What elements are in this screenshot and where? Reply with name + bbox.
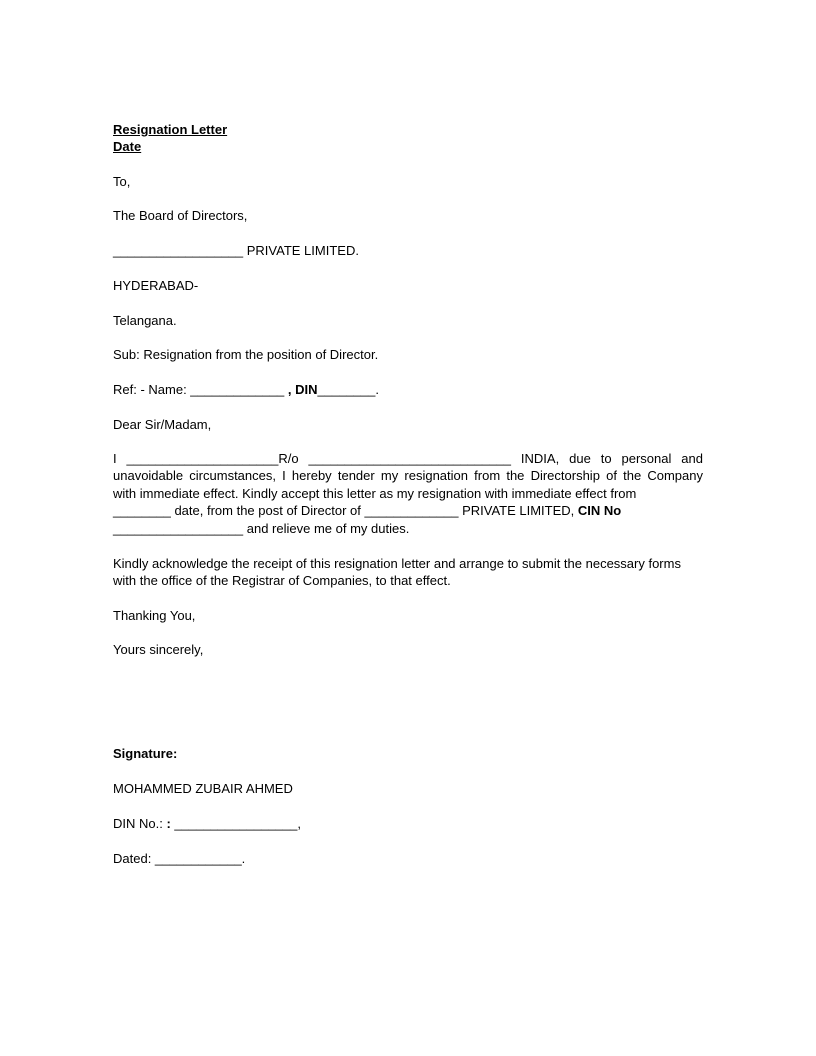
body1-line4 [113, 502, 703, 519]
dated-label: Dated: [113, 851, 155, 866]
body2-line1: Kindly acknowledge the receipt of this resignation letter and arrange to submit the necessary forms [113, 556, 681, 571]
body-paragraph-2 [113, 555, 703, 590]
signature-label: Signature: [113, 746, 178, 761]
state-line: Telangana. [113, 313, 177, 328]
subject-line: Sub: Resignation from the position of Director. [113, 347, 379, 362]
body1-line5: __________________ and relieve me of my duties. [113, 520, 410, 536]
ref-prefix: Ref: - Name: _____________ [113, 382, 288, 397]
ref-din-label: , DIN [287, 382, 318, 397]
din-line [113, 815, 301, 832]
letter-heading: Resignation Letter [113, 122, 228, 137]
din-colon: : [166, 816, 171, 831]
thanks-line: Thanking You, [113, 608, 196, 623]
date-heading: Date [113, 139, 142, 154]
dated-line [113, 850, 245, 867]
dated-blank: ____________. [154, 851, 246, 866]
ref-din-blank: ________. [317, 382, 379, 397]
body1-line1: I _____________________R/o ____________________________ INDIA, due to personal and [113, 451, 703, 466]
signatory-name: MOHAMMED ZUBAIR AHMED [113, 781, 293, 796]
din-blank: _________________, [170, 816, 301, 831]
to-line: To, [113, 174, 131, 189]
din-label: DIN No.: [113, 816, 167, 831]
company-line: __________________ PRIVATE LIMITED. [113, 243, 359, 258]
city-line: HYDERABAD- [113, 278, 199, 293]
body1-line4-text: ________ date, from the post of Director of _____________ PRIVATE LIMITED, [113, 503, 578, 519]
salutation: Dear Sir/Madam, [113, 417, 212, 432]
closing-line: Yours sincerely, [113, 642, 204, 657]
body2-line2: with the office of the Registrar of Companies, to that effect. [113, 573, 451, 589]
cin-label: CIN No [577, 503, 622, 519]
body-paragraph-1 [113, 450, 703, 537]
body1-line2: unavoidable circumstances, I hereby tender my resignation from the Directorship of the Company [113, 468, 703, 484]
reference-line [113, 381, 379, 398]
body1-line3: with immediate effect. Kindly accept this letter as my resignation with immediate effect from [113, 485, 637, 501]
recipient-line: The Board of Directors, [113, 208, 248, 223]
